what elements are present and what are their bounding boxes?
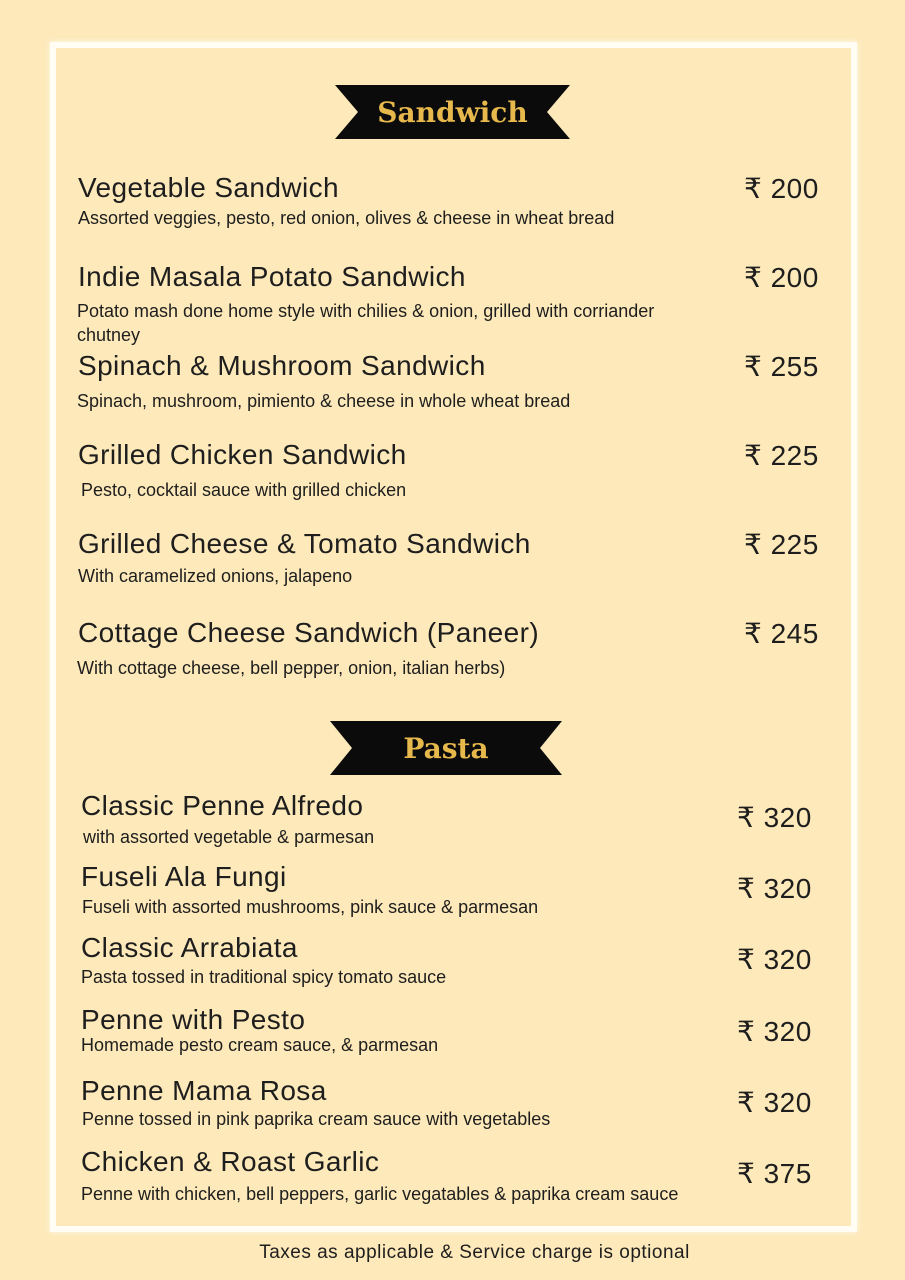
- item-price: ₹ 200: [744, 173, 819, 204]
- item-price: ₹ 320: [737, 1016, 812, 1047]
- item-name: Vegetable Sandwich: [78, 172, 339, 203]
- item-price: ₹ 375: [737, 1158, 812, 1189]
- item-description: Potato mash done home style with chilies & onion, grilled with corriander chutney: [77, 301, 655, 345]
- item-price: ₹ 320: [737, 1087, 812, 1118]
- item-name: Penne Mama Rosa: [81, 1075, 327, 1106]
- item-description: Penne with chicken, bell peppers, garlic vegatables & paprika cream sauce: [81, 1184, 679, 1204]
- footer-text: Taxes as applicable & Service charge is optional: [259, 1242, 690, 1263]
- item-description: Pesto, cocktail sauce with grilled chicken: [81, 480, 407, 500]
- footer-note: [0, 1242, 905, 1264]
- item-description: Spinach, mushroom, pimiento & cheese in whole wheat bread: [77, 391, 571, 411]
- section-title: Pasta: [403, 731, 489, 765]
- item-description: Pasta tossed in traditional spicy tomato sauce: [81, 967, 447, 987]
- item-description: With cottage cheese, bell pepper, onion, italian herbs): [77, 658, 506, 678]
- item-price: ₹ 200: [744, 262, 819, 293]
- item-price: ₹ 320: [737, 802, 812, 833]
- item-name: Grilled Cheese & Tomato Sandwich: [78, 528, 531, 559]
- item-name: Grilled Chicken Sandwich: [78, 439, 407, 470]
- item-price: ₹ 225: [744, 440, 819, 471]
- section-title: Sandwich: [377, 95, 528, 129]
- item-description: with assorted vegetable & parmesan: [83, 827, 375, 847]
- item-price: ₹ 245: [744, 618, 819, 649]
- item-name: Cottage Cheese Sandwich (Paneer): [78, 617, 540, 648]
- section-banner-sandwich: [335, 85, 570, 139]
- item-description: Penne tossed in pink paprika cream sauce with vegetables: [82, 1109, 551, 1129]
- item-name: Penne with Pesto: [81, 1004, 306, 1035]
- item-price: ₹ 255: [744, 351, 819, 382]
- item-name: Classic Arrabiata: [81, 932, 298, 963]
- item-name: Classic Penne Alfredo: [81, 790, 364, 821]
- item-description: Fuseli with assorted mushrooms, pink sauce & parmesan: [82, 897, 539, 917]
- item-name: Fuseli Ala Fungi: [81, 861, 287, 892]
- item-name: Indie Masala Potato Sandwich: [78, 261, 466, 292]
- item-name: Spinach & Mushroom Sandwich: [78, 350, 486, 381]
- section-banner-pasta: [330, 721, 562, 775]
- item-price: ₹ 320: [737, 873, 812, 904]
- item-description: Assorted veggies, pesto, red onion, olives & cheese in wheat bread: [78, 208, 615, 228]
- item-description: With caramelized onions, jalapeno: [78, 566, 353, 586]
- item-price: ₹ 320: [737, 944, 812, 975]
- item-name: Chicken & Roast Garlic: [81, 1146, 380, 1177]
- item-description: Homemade pesto cream sauce, & parmesan: [81, 1035, 439, 1055]
- item-price: ₹ 225: [744, 529, 819, 560]
